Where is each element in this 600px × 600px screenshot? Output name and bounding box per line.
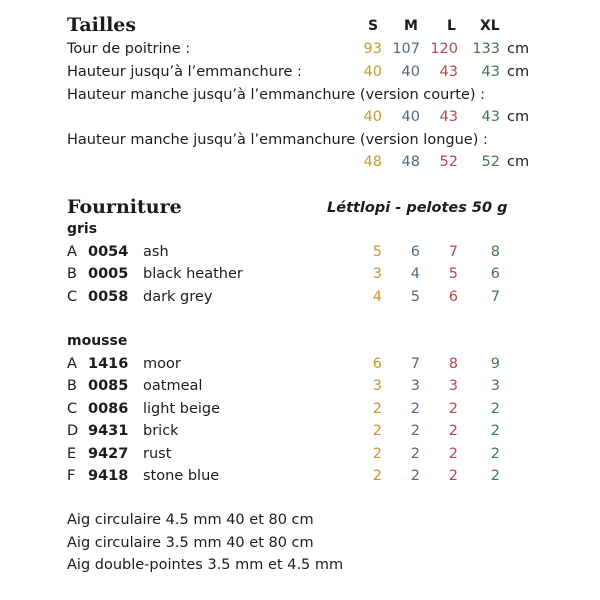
- materials-title: Fourniture: [67, 196, 182, 218]
- yarn-letter: E: [67, 445, 77, 462]
- yarn-qty-S: 4: [372, 288, 382, 305]
- armhole-XL: 43: [481, 64, 500, 80]
- yarn-qty-M: 7: [410, 356, 420, 372]
- armhole-L: 43: [439, 64, 458, 80]
- yarn-qty-L: 5: [448, 266, 458, 283]
- yarn-qty-L: 2: [448, 468, 458, 484]
- yarn-name: ash: [143, 244, 169, 260]
- yarn-name: brick: [143, 423, 179, 440]
- yarn-qty-XL: 7: [490, 288, 500, 305]
- yarn-qty-XL: 2: [490, 423, 500, 440]
- yarn-qty-M: 3: [410, 378, 420, 395]
- yarn-qty-M: 4: [410, 266, 420, 283]
- yarn-qty-L: 6: [448, 288, 458, 305]
- yarn-qty-S: 6: [372, 356, 382, 372]
- yarn-name: stone blue: [143, 468, 220, 484]
- yarn-qty-L: 2: [448, 445, 458, 462]
- yarn-code: 9427: [88, 445, 129, 462]
- yarn-letter: C: [67, 288, 78, 305]
- yarn-label: Léttlopi - pelotes 50 g: [327, 200, 508, 216]
- size-header-XL: XL: [480, 18, 500, 34]
- yarn-code: 0085: [88, 378, 129, 395]
- sleeve-long-label: Hauteur manche jusqu’à l’emmanchure (version longue) :: [67, 132, 488, 148]
- yarn-code: 1416: [88, 356, 129, 372]
- yarn-qty-S: 2: [372, 445, 382, 462]
- yarn-qty-L: 3: [448, 378, 458, 395]
- chest-unit: cm: [507, 41, 530, 57]
- chest-XL: 133: [472, 41, 500, 57]
- yarn-qty-S: 3: [372, 266, 382, 283]
- yarn-qty-M: 2: [410, 445, 420, 462]
- yarn-name: black heather: [143, 266, 243, 283]
- sleeve-short-unit: cm: [507, 109, 530, 125]
- sleeve-long-M: 48: [401, 154, 420, 170]
- yarn-qty-XL: 2: [490, 400, 500, 417]
- yarn-qty-XL: 8: [490, 244, 500, 260]
- yarn-qty-M: 5: [410, 288, 420, 305]
- yarn-letter: C: [67, 400, 78, 417]
- size-header-M: M: [404, 18, 418, 34]
- yarn-name: rust: [143, 445, 172, 462]
- yarn-qty-S: 2: [372, 423, 382, 440]
- yarn-qty-S: 5: [372, 244, 382, 260]
- sleeve-long-unit: cm: [507, 154, 530, 170]
- sleeve-short-label: Hauteur manche jusqu’à l’emmanchure (version courte) :: [67, 87, 486, 103]
- chest-label: Tour de poitrine :: [67, 41, 191, 57]
- yarn-qty-M: 2: [410, 423, 420, 440]
- yarn-qty-L: 2: [448, 400, 458, 417]
- yarn-letter: A: [67, 356, 77, 372]
- yarn-name: light beige: [143, 400, 221, 417]
- yarn-qty-L: 8: [448, 356, 458, 372]
- yarn-name: moor: [143, 356, 181, 372]
- yarn-letter: F: [67, 468, 76, 484]
- yarn-qty-M: 6: [410, 244, 420, 260]
- yarn-qty-M: 2: [410, 468, 420, 484]
- needle-line: Aig circulaire 4.5 mm 40 et 80 cm: [67, 512, 314, 528]
- sleeve-long-S: 48: [363, 154, 382, 170]
- yarn-qty-XL: 9: [490, 356, 500, 372]
- yarn-code: 9431: [88, 423, 129, 440]
- yarn-qty-S: 2: [372, 400, 382, 417]
- size-header-S: S: [368, 18, 379, 34]
- yarn-code: 0005: [88, 266, 129, 283]
- yarn-qty-XL: 2: [490, 468, 500, 484]
- sleeve-long-L: 52: [439, 154, 458, 170]
- armhole-label: Hauteur jusqu’à l’emmanchure :: [67, 64, 302, 80]
- size-header-L: L: [447, 18, 456, 34]
- yarn-name: oatmeal: [143, 378, 203, 395]
- yarn-qty-XL: 3: [490, 378, 500, 395]
- yarn-qty-L: 2: [448, 423, 458, 440]
- yarn-code: 9418: [88, 468, 129, 484]
- yarn-qty-M: 2: [410, 400, 420, 417]
- sizes-title: Tailles: [67, 14, 137, 36]
- sleeve-short-XL: 43: [481, 109, 500, 125]
- yarn-qty-XL: 6: [490, 266, 500, 283]
- needle-line: Aig double-pointes 3.5 mm et 4.5 mm: [67, 557, 344, 573]
- sleeve-short-M: 40: [401, 109, 420, 125]
- sleeve-short-L: 43: [439, 109, 458, 125]
- yarn-code: 0058: [88, 288, 129, 305]
- armhole-S: 40: [363, 64, 382, 80]
- armhole-unit: cm: [507, 64, 530, 80]
- sleeve-short-S: 40: [363, 109, 382, 125]
- chest-M: 107: [392, 41, 420, 57]
- armhole-M: 40: [401, 64, 420, 80]
- yarn-qty-XL: 2: [490, 445, 500, 462]
- yarn-qty-S: 2: [372, 468, 382, 484]
- chest-L: 120: [430, 41, 458, 57]
- yarn-letter: B: [67, 378, 77, 395]
- chest-S: 93: [363, 41, 382, 57]
- yarn-qty-L: 7: [448, 244, 458, 260]
- yarn-name: dark grey: [143, 288, 213, 305]
- yarn-qty-S: 3: [372, 378, 382, 395]
- yarn-letter: B: [67, 266, 77, 283]
- yarn-code: 0054: [88, 244, 129, 260]
- yarn-code: 0086: [88, 400, 129, 417]
- needle-line: Aig circulaire 3.5 mm 40 et 80 cm: [67, 535, 314, 551]
- yarn-letter: A: [67, 244, 77, 260]
- group-name-mousse: mousse: [67, 333, 128, 349]
- yarn-letter: D: [67, 423, 79, 440]
- group-name-gris: gris: [67, 221, 98, 237]
- sleeve-long-XL: 52: [481, 154, 500, 170]
